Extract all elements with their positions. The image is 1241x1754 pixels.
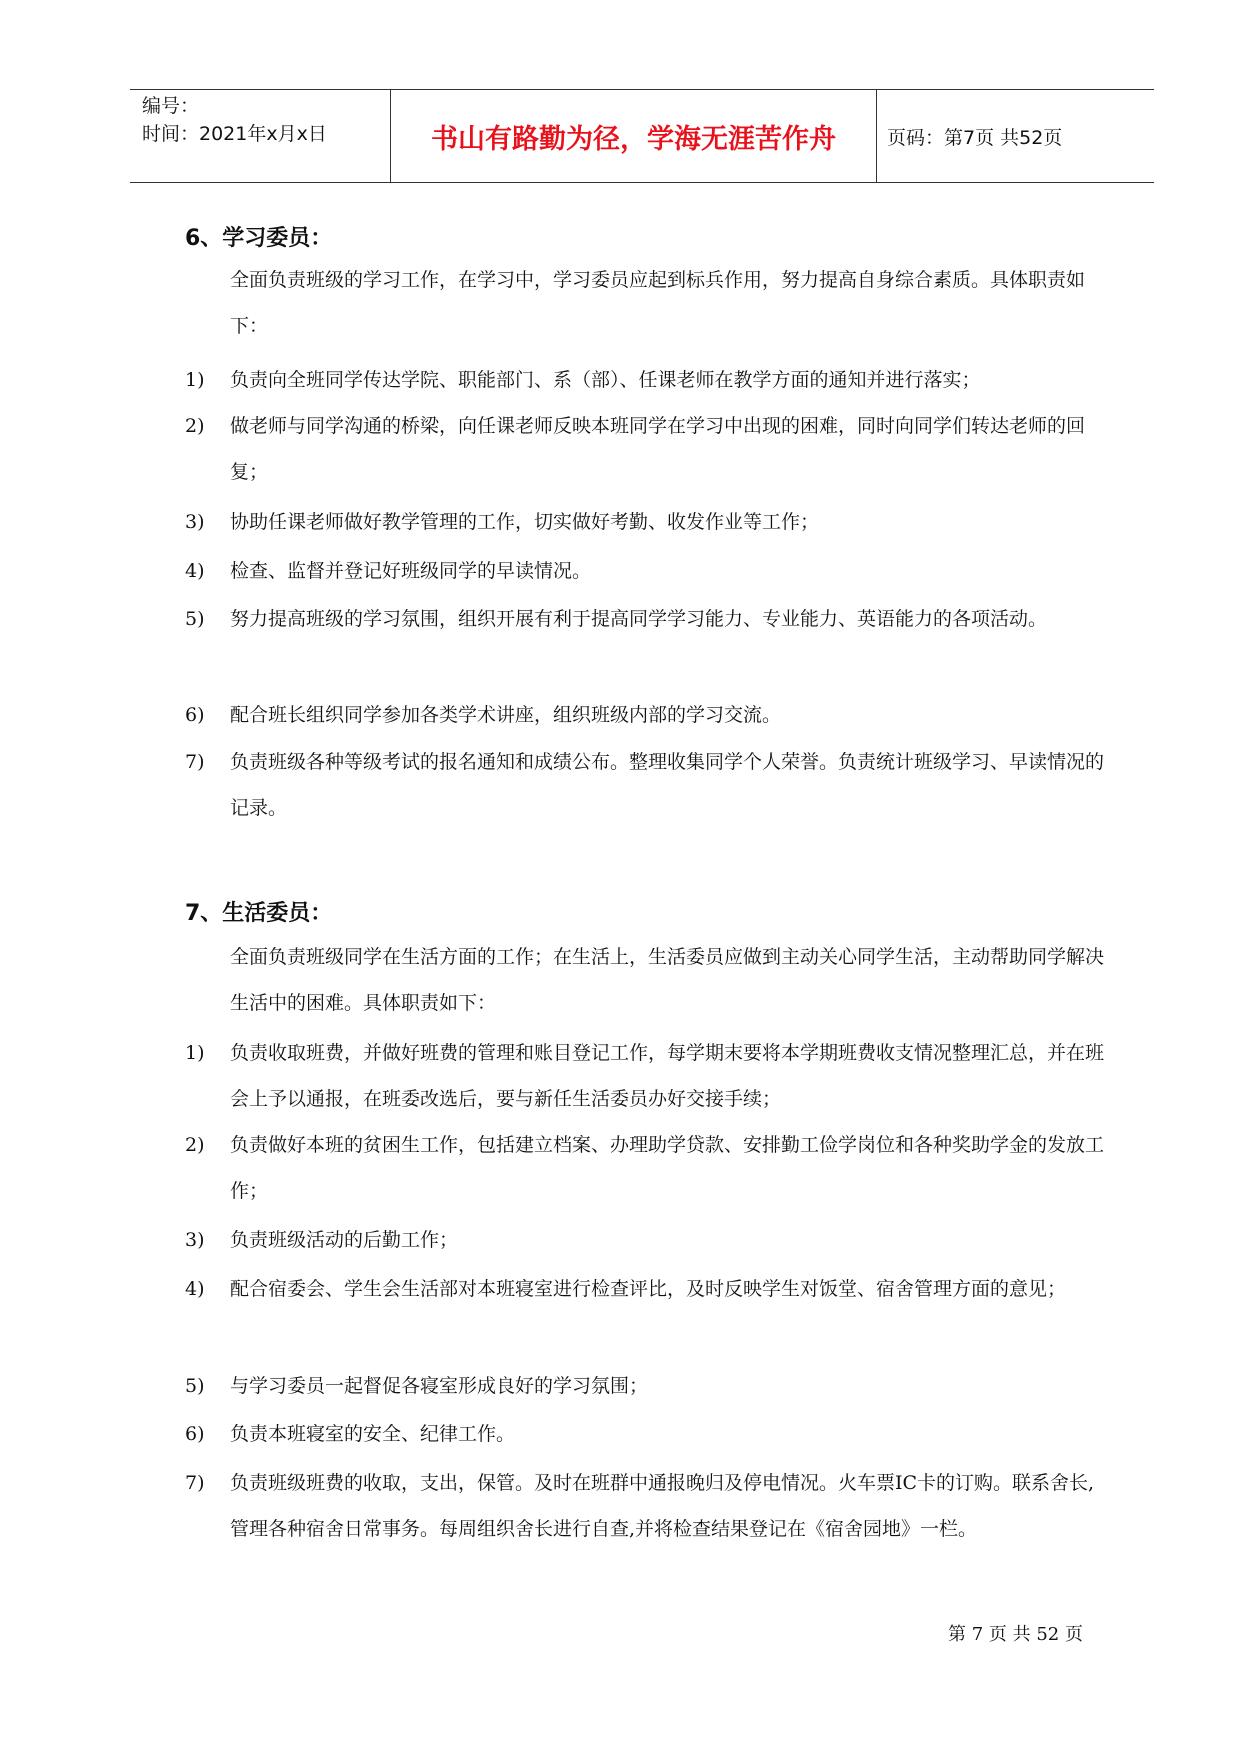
page-footer: 第 7 页 共 52 页 bbox=[948, 1624, 1083, 1645]
list-item-text: 负责本班寝室的安全、纪律工作。 bbox=[230, 1423, 516, 1445]
list-item-number: 1) bbox=[185, 1042, 205, 1064]
list-item bbox=[185, 1030, 1110, 1122]
section-intro-study: 全面负责班级的学习工作，在学习中，学习委员应起到标兵作用，努力提高自身综合素质。具体职责如下： bbox=[230, 269, 1086, 337]
section-title-study: 6、学习委员： bbox=[185, 226, 333, 251]
list-item-number: 7) bbox=[185, 751, 205, 773]
header-page-code: 页码：第7页 共52页 bbox=[887, 126, 1063, 149]
list-item bbox=[185, 357, 1110, 403]
list-item-text: 配合班长组织同学参加各类学术讲座，组织班级内部的学习交流。 bbox=[230, 704, 782, 726]
list-item-number: 4) bbox=[185, 560, 205, 582]
list-item bbox=[185, 1122, 1110, 1214]
list-item bbox=[185, 403, 1110, 495]
list-item-number: 1) bbox=[185, 369, 205, 391]
section-title-life: 7、生活委员： bbox=[185, 901, 333, 926]
list-item-text: 负责班级各种等级考试的报名通知和成绩公布。整理收集同学个人荣誉。负责统计班级学习、早读情况的记录。 bbox=[230, 751, 1105, 819]
list-item-text: 负责班级班费的收取，支出，保管。及时在班群中通报晚归及停电情况。火车票IC卡的订购。联系舍长,管理各种宿舍日常事务。每周组织舍长进行自查,并将检查结果登记在《宿舍园地》一栏。 bbox=[230, 1472, 1095, 1540]
list-item bbox=[185, 596, 1110, 642]
list-item-number: 6) bbox=[185, 704, 205, 726]
list-item-number: 5) bbox=[185, 608, 205, 630]
section-intro-life: 全面负责班级同学在生活方面的工作；在生活上，生活委员应做到主动关心同学生活，主动帮助同学解决生活中的困难。具体职责如下： bbox=[230, 946, 1105, 1014]
list-item-text: 与学习委员一起督促各寝室形成良好的学习氛围； bbox=[230, 1375, 649, 1397]
time-label: 时间：2021年x月x日 bbox=[142, 123, 327, 145]
list-item-text: 负责向全班同学传达学院、职能部门、系（部）、任课老师在教学方面的通知并进行落实； bbox=[230, 369, 981, 391]
list-item bbox=[185, 1411, 1110, 1457]
list-item-text: 负责班级活动的后勤工作； bbox=[230, 1229, 459, 1251]
list-item bbox=[185, 1460, 1110, 1552]
list-item bbox=[185, 548, 1110, 594]
list-item-text: 协助任课老师做好教学管理的工作，切实做好考勤、收发作业等工作； bbox=[230, 511, 820, 533]
list-item-number: 6) bbox=[185, 1423, 205, 1445]
list-item-text: 做老师与同学沟通的桥梁，向任课老师反映本班同学在学习中出现的困难，同时向同学们转达老师的回复； bbox=[230, 415, 1086, 483]
list-item-number: 3) bbox=[185, 511, 205, 533]
list-item-number: 4) bbox=[185, 1278, 205, 1300]
list-item-text: 负责收取班费，并做好班费的管理和账目登记工作，每学期末要将本学期班费收支情况整理汇总，并在班会上予以通报，在班委改选后，要与新任生活委员办好交接手续； bbox=[230, 1042, 1105, 1110]
list-item-text: 努力提高班级的学习氛围，组织开展有利于提高同学学习能力、专业能力、英语能力的各项活动。 bbox=[230, 608, 1048, 630]
list-item-text: 配合宿委会、学生会生活部对本班寝室进行检查评比，及时反映学生对饭堂、宿舍管理方面的意见； bbox=[230, 1278, 1067, 1300]
number-label: 编号： bbox=[142, 95, 200, 117]
list-item bbox=[185, 499, 1110, 545]
list-item-text: 检查、监督并登记好班级同学的早读情况。 bbox=[230, 560, 592, 582]
list-item bbox=[185, 739, 1110, 831]
list-item bbox=[185, 692, 1110, 738]
list-item-number: 5) bbox=[185, 1375, 205, 1397]
header-motto: 书山有路勤为径，学海无涯苦作舟 bbox=[391, 90, 877, 182]
list-item-text: 负责做好本班的贫困生工作，包括建立档案、办理助学贷款、安排勤工俭学岗位和各种奖助学金的发放工作； bbox=[230, 1134, 1105, 1202]
list-item-number: 2) bbox=[185, 1134, 205, 1156]
list-item-number: 7) bbox=[185, 1472, 205, 1494]
list-item bbox=[185, 1363, 1110, 1409]
list-item-number: 2) bbox=[185, 415, 205, 437]
header-meta bbox=[130, 90, 391, 182]
list-item-number: 3) bbox=[185, 1229, 205, 1251]
list-item bbox=[185, 1266, 1110, 1312]
list-item bbox=[185, 1217, 1110, 1263]
page-header bbox=[130, 89, 1154, 183]
